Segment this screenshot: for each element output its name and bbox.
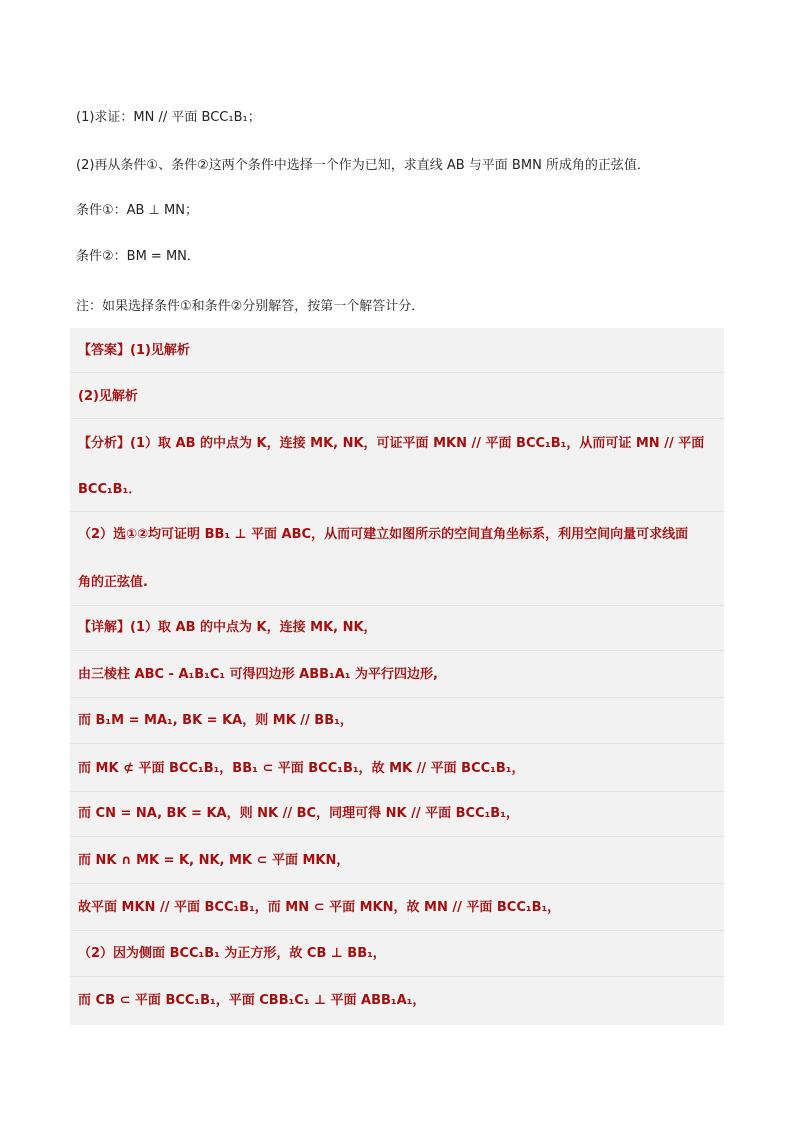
- solution-box: [70, 328, 724, 1025]
- analysis-part-1-line-1: 【分析】(1）取 AB 的中点为 K，连接 MK, NK，可证平面 MKN // 平面 BCC₁B₁，从而可证 MN // 平面: [78, 436, 705, 451]
- divider: [70, 697, 724, 698]
- divider: [70, 418, 724, 419]
- detail-line-1: 【详解】(1）取 AB 的中点为 K，连接 MK, NK，: [78, 620, 377, 635]
- divider: [70, 605, 724, 606]
- detail-line-3: 而 B₁M = MA₁, BK = KA，则 MK // BB₁，: [78, 713, 353, 728]
- detail-line-4: 而 MK ⊄ 平面 BCC₁B₁，BB₁ ⊂ 平面 BCC₁B₁，故 MK // 平面 BCC₁B₁，: [78, 761, 525, 776]
- analysis-part-1-line-2: BCC₁B₁．: [78, 482, 142, 497]
- question-part-1: (1)求证：MN // 平面 BCC₁B₁；: [76, 110, 261, 125]
- divider: [70, 743, 724, 744]
- detail-line-7: 故平面 MKN // 平面 BCC₁B₁，而 MN ⊂ 平面 MKN，故 MN // 平面 BCC₁B₁，: [78, 900, 561, 915]
- divider: [70, 930, 724, 931]
- detail-line-6: 而 NK ∩ MK = K, NK, MK ⊂ 平面 MKN，: [78, 853, 350, 868]
- question-part-2: (2)再从条件①、条件②这两个条件中选择一个作为已知，求直线 AB 与平面 BMN 所成角的正弦值．: [76, 158, 650, 173]
- divider: [70, 372, 724, 373]
- answer-line-1: 【答案】(1)见解析: [78, 343, 190, 358]
- analysis-part-2-line-1: （2）选①②均可证明 BB₁ ⊥ 平面 ABC，从而可建立如图所示的空间直角坐标系，利用空间向量可求线面: [78, 527, 689, 542]
- detail-line-5: 而 CN = NA, BK = KA，则 NK // BC，同理可得 NK // 平面 BCC₁B₁，: [78, 806, 519, 821]
- divider: [70, 511, 724, 512]
- divider: [70, 791, 724, 792]
- condition-1: 条件①：AB ⊥ MN；: [76, 203, 198, 218]
- scoring-note: 注：如果选择条件①和条件②分别解答，按第一个解答计分．: [76, 299, 425, 314]
- divider: [70, 883, 724, 884]
- detail-line-8: （2）因为侧面 BCC₁B₁ 为正方形，故 CB ⊥ BB₁，: [78, 946, 386, 961]
- detail-line-2: 由三棱柱 ABC - A₁B₁C₁ 可得四边形 ABB₁A₁ 为平行四边形,: [78, 667, 438, 682]
- condition-2: 条件②：BM = MN．: [76, 249, 200, 264]
- analysis-part-2-line-2: 角的正弦值.: [78, 575, 148, 590]
- divider: [70, 976, 724, 977]
- divider: [70, 650, 724, 651]
- divider: [70, 836, 724, 837]
- answer-line-2: (2)见解析: [78, 389, 138, 404]
- detail-line-9: 而 CB ⊂ 平面 BCC₁B₁，平面 CBB₁C₁ ⊥ 平面 ABB₁A₁，: [78, 993, 426, 1008]
